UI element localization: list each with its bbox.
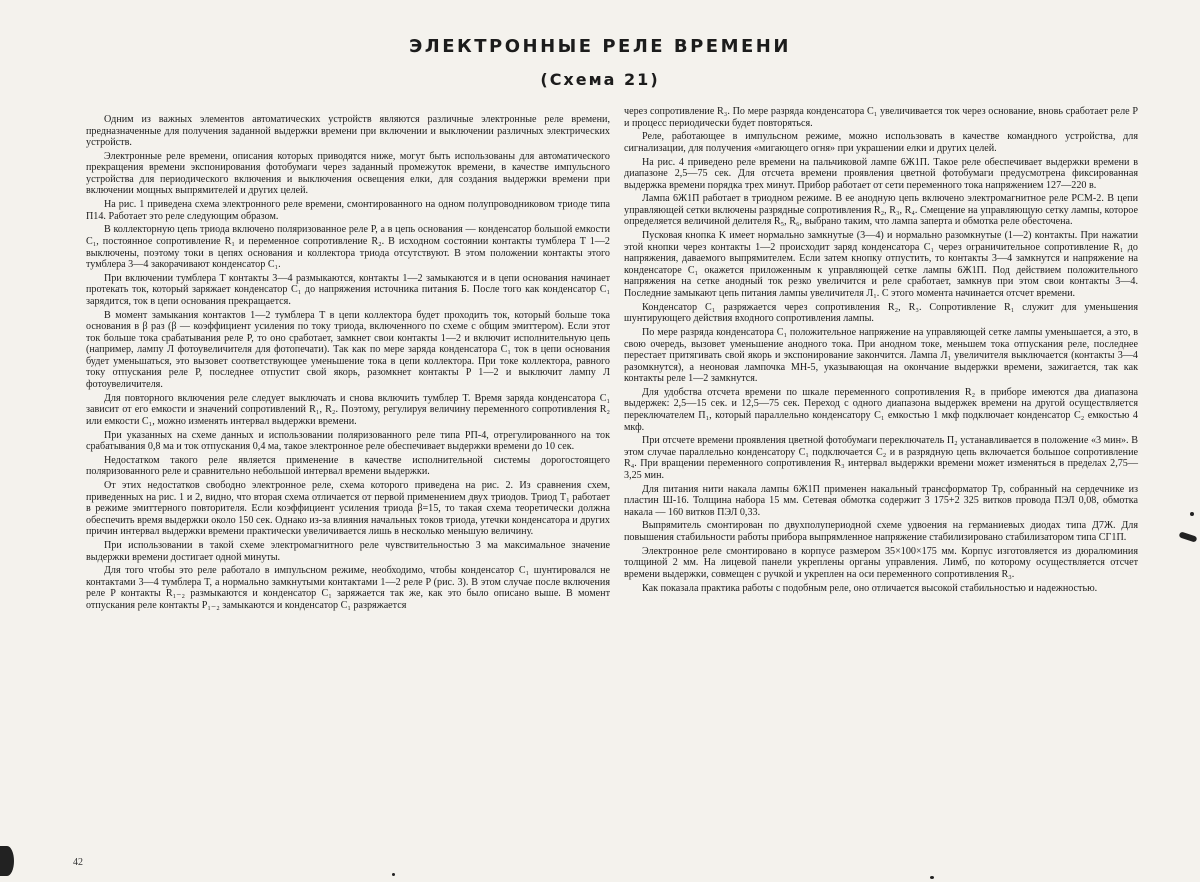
paragraph: Электронное реле смонтировано в корпусе размером 35×100×175 мм. Корпус изготовляется из дюралюминия толщиной 2 мм. На лицевой панели укреплены органы управления. Лимб, по которому осуществляется отсчет времени выдержки, совмещен с ручкой и укреплен на оси переменного сопротивления R₃. [624, 545, 1138, 580]
page-number: 42 [73, 857, 83, 868]
paragraph: Лампа 6Ж1П работает в триодном режиме. В ее анодную цепь включено электромагнитное реле РСМ-2. В цепи управляющей сетки включены разрядные сопротивления R₂, R₃, R₄. Смещение на управляющую сетку лампы, которое определяется величиной делителя R₅, R₆, выбрано таким, что лампа заперта и обмотка реле обесточена. [624, 193, 1138, 228]
paragraph: По мере разряда конденсатора C₁ положительное напряжение на управляющей сетке лампы уменьшается, а это, в свою очередь, вызовет уменьшение анодного тока. При анодном токе, меньшем тока отпускания реле, последнее перестает притягивать свой якорь и экспонирование закончится. Лампа Л₁ увеличителя выключается (контакты 3—4 разомкнутся), а неоновая лампочка МН-5, указывающая на окончание выдержки времени, зажигается, так как контакты реле 1—2 замкнутся. [624, 326, 1138, 385]
paragraph: В коллекторную цепь триода включено поляризованное реле P, а в цепь основания — конденсатор большой емкости C₁, постоянное сопротивление R₁ и переменное сопротивление R₂. В исходном состоянии контакты тумблера T 1—2 выключены, поэтому токи в цепях основания и коллектора триода отсутствуют. В этом положении контакты этого тумблера 3—4 закорачивают конденсатор C₁. [86, 224, 610, 271]
paragraph: При отсчете времени проявления цветной фотобумаги переключатель П₂ устанавливается в положение «3 мин». В этом случае параллельно конденсатору C₁ подключается C₂ и в разрядную цепь включается большое сопротивление R₄. При вращении переменного сопротивления R₃ интервал выдержки времени может изменяться в пределах 2,75—3,25 мин. [624, 435, 1138, 481]
paragraph: В момент замыкания контактов 1—2 тумблера T в цепи коллектора будет проходить ток, который больше тока основания в β раз (β — коэффициент усиления по току триода, включенного по схеме с общим эмиттером). Если этот ток больше тока срабатывания реле P, то оно сработает, замкнет свои контакты 1—2 и включит исполнительную цепь (например, лампу Л фотоувеличителя для фотопечати). Так как по мере заряда конденсатора C₁ ток в цепи основания будет уменьшаться, это вызовет соответствующее уменьшение тока в цепи коллектора. При токе коллектора, равного току отпускания реле P, последнее отпустит свой якорь, разомкнет контакты P 1—2 и выключит лампу Л фотоувеличителя. [86, 309, 610, 390]
paragraph: Для того чтобы это реле работало в импульсном режиме, необходимо, чтобы конденсатор C₁ шунтировался не контактами 3—4 тумблера T, а нормально замкнутыми контактами 1—2 реле P (рис. 3). В этом случае после включения реле P контакты R₁₋₂ размыкаются и конденсатор C₁ заряжается так же, как это было описано выше. В момент отпускания реле контакты P₁₋₂ замыкаются и конденсатор C₁ разряжается [86, 565, 610, 611]
paragraph: При включении тумблера T контакты 3—4 размыкаются, контакты 1—2 замыкаются и в цепи основания начинает протекать ток, который заряжает конденсатор C₁ до напряжения источника питания Б. После того как конденсатор C₁ зарядится, ток в цепи основания прекращается. [86, 272, 610, 307]
paragraph: Как показала практика работы с подобным реле, оно отличается высокой стабильностью и надежностью. [642, 582, 1098, 594]
paragraph: От этих недостатков свободно электронное реле, схема которого приведена на рис. 2. Из сравнения схем, приведенных на рис. 1 и 2, видно, что вторая схема отличается от первой применением двух триодов. Триод T₁ работает в режиме эмиттерного повторителя. Если коэффициент усиления триода β=15, то такая схема теоретически должна обеспечить время выдержки около 150 сек. Однако из-за влияния начальных токов триода, утечки конденсатора и других причин интервал выдержки времени практически увеличивается лишь в несколько меньшую величину. [86, 480, 610, 538]
right-column [624, 106, 1138, 596]
scan-smudge [1190, 512, 1194, 516]
paragraph: Электронные реле времени, описания которых приводятся ниже, могут быть использованы для автоматического прекращения времени экспонирования фотобумаги через заданный промежуток времени, в качестве импульсного устройства для периодического включения и выключения освещения елки, для создания выдержки времени при включении мощных выпрямителей и других целей. [86, 150, 610, 197]
paragraph: Для удобства отсчета времени по шкале переменного сопротивления R₂ в приборе имеются два диапазона выдержек: 2,5—15 сек. и 12,5—75 сек. Переход с одного диапазона выдержек времени на другой осуществляется переключателем П₁, который параллельно конденсатору C₁ емкостью 1 мкф подключает конденсатор C₂ емкостью 4 мкф. [624, 386, 1138, 433]
page-title: ЭЛЕКТРОННЫЕ РЕЛЕ ВРЕМЕНИ [409, 36, 791, 57]
scan-smudge [1179, 531, 1198, 542]
scan-speck [392, 873, 395, 876]
paragraph: Для повторного включения реле следует выключать и снова включить тумблер T. Время заряда конденсатора C₁ зависит от его емкости и значений сопротивлений R₁, R₂. Поэтому, регулируя величину переменного сопротивления R₂ или емкости C₁, можно изменять интервал выдержки времени. [86, 392, 610, 427]
paragraph: Выпрямитель смонтирован по двухполупериодной схеме удвоения на германиевых диодах типа Д7Ж. Для повышения стабильности работы прибора выпрямленное напряжение стабилизировано стабилизатором типа СГ1П. [624, 520, 1138, 544]
left-column [86, 114, 610, 614]
paragraph: На рис. 4 приведено реле времени на пальчиковой лампе 6Ж1П. Такое реле обеспечивает выдержки времени в диапазоне 2,5—75 сек. Для отсчета времени проявления цветной фотобумаги предусмотрена фиксированная выдержка времени порядка трех минут. Прибор работает от сети переменного тока напряжением 127—220 в. [624, 156, 1138, 191]
paragraph: Конденсатор C₁ разряжается через сопротивления R₂, R₃. Сопротивление R₁ служит для уменьшения шунтирующего действия входного сопротивления лампы. [624, 301, 1138, 325]
paragraph: Для питания нити накала лампы 6Ж1П применен накальный трансформатор Tр, собранный на сердечнике из пластин Ш-16. Толщина набора 15 мм. Сетевая обмотка содержит 3 175+2 325 витков провода ПЭЛ 0,08, обмотка накала — 160 витков ПЭЛ 0,33. [624, 483, 1138, 518]
paragraph: Недостатком такого реле является применение в качестве исполнительной системы дорогостоящего поляризованного реле и сравнительно небольшой интервал времени выдержки. [86, 454, 610, 478]
page-subtitle: (Схема 21) [540, 70, 660, 89]
scan-smudge [0, 846, 14, 876]
paragraph: Реле, работающее в импульсном режиме, можно использовать в качестве командного устройства, для сигнализации, для получения «мигающего огня» при украшении елки и других целей. [624, 131, 1138, 154]
paragraph: через сопротивление R₃. По мере разряда конденсатора C₁ увеличивается ток через основание, вновь сработает реле P и процесс периодически будет повторяться. [624, 106, 1138, 129]
paragraph: При использовании в такой схеме электромагнитного реле чувствительностью 3 ма максимальное значение выдержки времени достигает одной минуты. [86, 540, 610, 563]
paragraph: При указанных на схеме данных и использовании поляризованного реле типа РП-4, отрегулированного на ток срабатывания 0,8 ма и ток отпускания 0,4 ма, такое электронное реле обеспечивает выдержки времени до 10 сек. [86, 429, 610, 453]
scan-speck [930, 876, 934, 879]
paragraph: Пусковая кнопка K имеет нормально замкнутые (3—4) и нормально разомкнутые (1—2) контакты. При нажатии этой кнопки через контакты 1—2 происходит заряд конденсатора C₁ через ограничительное сопротивление R₁ до напряжения, даваемого выпрямителем. Если затем кнопку отпустить, то контакты 3—4 замкнутся и напряжение на конденсаторе C₁ окажется приложенным к управляющей сетке лампы 6Ж1П. Под действием положительного напряжения на сетке анодный ток резко увеличится и реле сработает, замкнув при этом свои контакты 3—4. Последние замыкают цепь питания лампы увеличителя Л₁. С этого момента начинается отсчет времени. [624, 230, 1138, 299]
paragraph: Одним из важных элементов автоматических устройств являются различные электронные реле времени, предназначенные для получения заданной выдержки времени при включении и выключении различных электрических устройств. [86, 114, 610, 149]
paragraph: На рис. 1 приведена схема электронного реле времени, смонтированного на одном полупроводниковом триоде типа П14. Работает это реле следующим образом. [86, 199, 610, 222]
